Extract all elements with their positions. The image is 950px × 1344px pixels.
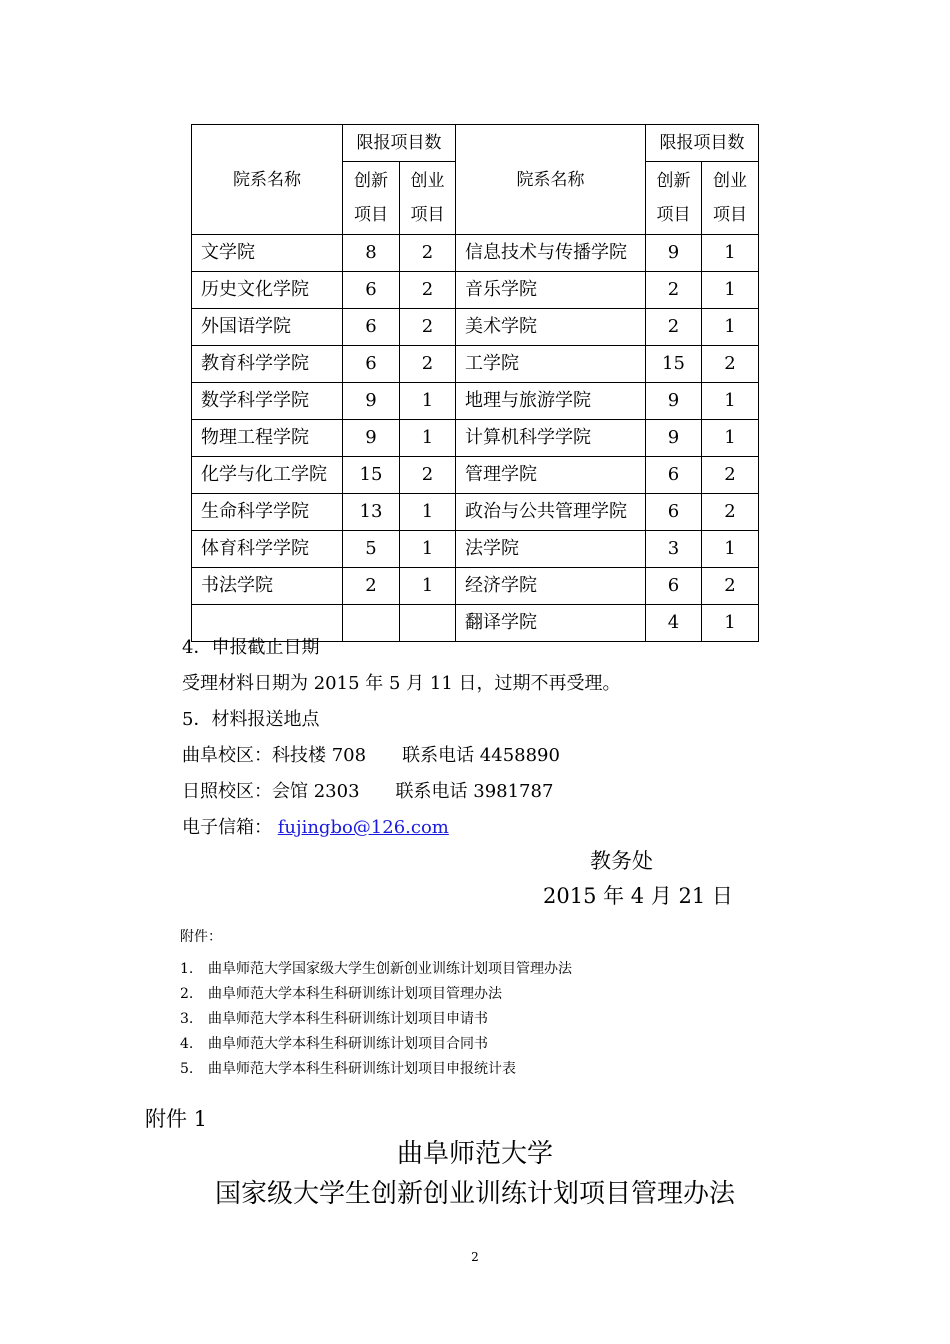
attachment-title: 曲阜师范大学本科生科研训练计划项目合同书 [208,1036,488,1052]
entrepreneur-count: 1 [702,272,759,309]
innovation-count: 6 [343,309,400,346]
email-label: 电子信箱： [182,817,272,838]
header-innovation-right: 创新 项目 [646,162,702,235]
deadline-text: 受理材料日期为 2015 年 5 月 11 日，过期不再受理。 [182,673,621,694]
innovation-count: 15 [343,457,400,494]
dept-name: 法学院 [456,531,646,568]
attachment-number: 3. [180,1011,194,1027]
table-row [192,457,759,494]
entrepreneur-count: 2 [702,568,759,605]
dept-name: 历史文化学院 [192,272,343,309]
deadline-heading: 4．申报截止日期 [182,637,320,658]
page-number: 2 [471,1250,479,1264]
entrepreneur-count: 2 [400,272,456,309]
entrepreneur-count: 2 [702,346,759,383]
submission-heading: 5．材料报送地点 [182,709,320,730]
quota-table [191,124,759,642]
appendix-title-line2: 国家级大学生创新创业训练计划项目管理办法 [214,1179,735,1209]
innovation-count: 6 [646,457,702,494]
entrepreneur-count: 2 [400,235,456,272]
email-line [182,810,449,846]
entrepreneur-count: 2 [702,457,759,494]
entrepreneur-count: 2 [400,457,456,494]
innovation-count: 8 [343,235,400,272]
attachment-title: 曲阜师范大学本科生科研训练计划项目申请书 [208,1011,488,1027]
table-row [192,420,759,457]
dept-name: 数学科学学院 [192,383,343,420]
table-row [192,346,759,383]
entrepreneur-count: 2 [400,346,456,383]
entrepreneur-count: 1 [702,235,759,272]
dept-name: 经济学院 [456,568,646,605]
attachments-label: 附件： [180,929,222,945]
attachment-title: 曲阜师范大学国家级大学生创新创业训练计划项目管理办法 [208,961,572,977]
list-item [180,958,572,978]
dept-name: 书法学院 [192,568,343,605]
dept-name: 教育科学学院 [192,346,343,383]
innovation-count: 5 [343,531,400,568]
entrepreneur-count: 1 [400,420,456,457]
dept-name: 体育科学学院 [192,531,343,568]
attachment-title: 曲阜师范大学本科生科研训练计划项目管理办法 [208,986,502,1002]
attachment-number: 4. [180,1036,194,1052]
dept-name: 文学院 [192,235,343,272]
innovation-count: 6 [343,346,400,383]
list-item [180,1008,488,1028]
innovation-count: 13 [343,494,400,531]
innovation-count: 9 [343,383,400,420]
innovation-count: 6 [646,494,702,531]
entrepreneur-count: 2 [702,494,759,531]
rizhao-campus-address: 日照校区：会馆 2303 联系电话 3981787 [182,781,554,802]
issue-date: 2015 年 4 月 21 日 [543,884,733,908]
dept-name: 化学与化工学院 [192,457,343,494]
dept-name: 外国语学院 [192,309,343,346]
entrepreneur-count: 1 [400,568,456,605]
dept-name: 政治与公共管理学院 [456,494,646,531]
innovation-count: 6 [646,568,702,605]
entrepreneur-count: 1 [400,494,456,531]
dept-name: 翻译学院 [456,605,646,642]
table-row [192,531,759,568]
table-row [192,235,759,272]
entrepreneur-count: 1 [702,605,759,642]
attachment-number: 5. [180,1061,194,1077]
issuing-office: 教务处 [590,849,653,873]
entrepreneur-count: 2 [400,309,456,346]
entrepreneur-count: 1 [702,531,759,568]
header-entrepreneur-left: 创业 项目 [400,162,456,235]
list-item [180,1058,516,1078]
dept-name: 美术学院 [456,309,646,346]
header-entrepreneur-right: 创业 项目 [702,162,759,235]
header-dept-name-right: 院系名称 [456,125,646,235]
table-row [192,272,759,309]
entrepreneur-count: 1 [702,309,759,346]
attachment-number: 1. [180,961,194,977]
header-quota-left: 限报项目数 [343,125,456,162]
innovation-count: 4 [646,605,702,642]
table-row [192,494,759,531]
table-row [192,309,759,346]
appendix-title-line1: 曲阜师范大学 [396,1139,553,1169]
innovation-count: 2 [646,272,702,309]
entrepreneur-count: 1 [400,383,456,420]
dept-name: 物理工程学院 [192,420,343,457]
entrepreneur-count: 1 [702,420,759,457]
innovation-count: 9 [646,420,702,457]
innovation-count: 9 [646,383,702,420]
entrepreneur-count: 1 [702,383,759,420]
dept-name: 地理与旅游学院 [456,383,646,420]
innovation-count: 9 [646,235,702,272]
entrepreneur-count [400,605,456,642]
attachment-number: 2. [180,986,194,1002]
attachment-title: 曲阜师范大学本科生科研训练计划项目申报统计表 [208,1061,516,1077]
innovation-count: 3 [646,531,702,568]
list-item [180,983,502,1003]
innovation-count: 2 [343,568,400,605]
list-item [180,1033,488,1053]
dept-name: 信息技术与传播学院 [456,235,646,272]
entrepreneur-count: 1 [400,531,456,568]
header-quota-right: 限报项目数 [646,125,759,162]
header-innovation-left: 创新 项目 [343,162,400,235]
dept-name: 计算机科学学院 [456,420,646,457]
dept-name: 工学院 [456,346,646,383]
dept-name: 音乐学院 [456,272,646,309]
innovation-count: 6 [343,272,400,309]
appendix-label: 附件 1 [145,1107,208,1131]
innovation-count [343,605,400,642]
dept-name: 管理学院 [456,457,646,494]
innovation-count: 15 [646,346,702,383]
table-row [192,568,759,605]
header-dept-name-left: 院系名称 [192,125,343,235]
table-row [192,383,759,420]
qufu-campus-address: 曲阜校区：科技楼 708 联系电话 4458890 [182,745,560,766]
email-link[interactable]: fujingbo@126.com [277,817,449,838]
innovation-count: 2 [646,309,702,346]
innovation-count: 9 [343,420,400,457]
dept-name: 生命科学学院 [192,494,343,531]
